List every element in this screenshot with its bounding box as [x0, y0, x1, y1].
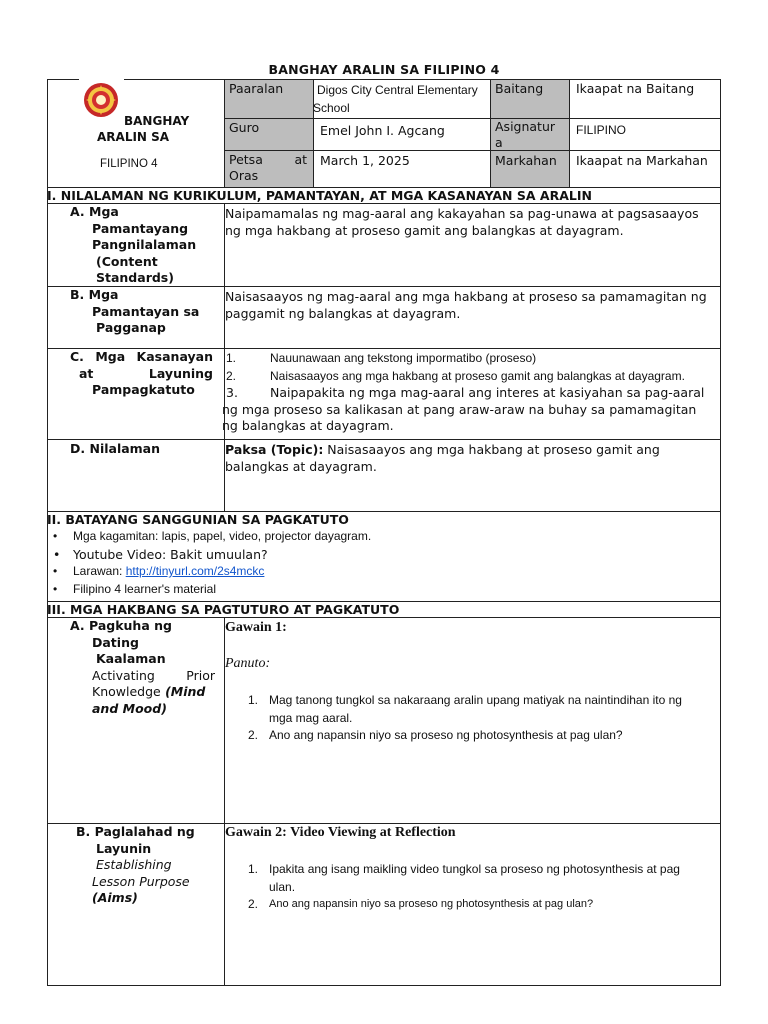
section1-d-label: D. Nilalaman [70, 441, 161, 456]
gawain-2-heading: Gawain 2: Video Viewing at Reflection [225, 825, 456, 840]
baitang-value: Ikaapat na Baitang [576, 81, 695, 96]
section3-b-label: B. Paglalahad ng Layunin Establishing Lesson Purpose (Aims) [76, 824, 195, 905]
guro-value: Emel John I. Agcang [320, 123, 445, 138]
markahan-value: Ikaapat na Markahan [576, 153, 708, 168]
list-item: 2. Ano ang napansin niyo sa proseso ng photosynthesis at pag ulan? [248, 897, 594, 911]
content-topic-text: Paksa (Topic): Naisasaayos ang mga hakbang at proseso gamit ang balangkas at dayagram. [225, 442, 660, 474]
section1-a-label: A. Mga Pamantayang Pangnilalaman (Content Standards) [70, 204, 197, 285]
gawain-2-list [248, 861, 716, 914]
asignatura-value: FILIPINO [576, 123, 627, 137]
list-item: 2. Ano ang napansin niyo sa proseso ng photosynthesis at pag ulan? [248, 728, 623, 742]
logo-label-line3: FILIPINO 4 [100, 158, 158, 170]
document-title: BANGHAY ARALIN SA FILIPINO 4 [268, 62, 500, 77]
asignatura-label: Asignatur a [495, 119, 556, 150]
list-item: 1. Mag tanong tungkol sa nakaraang aralin upang matiyak na naintindihan ito ng mga mag aaral. [248, 693, 682, 725]
resources-list [51, 528, 711, 598]
school-seal-logo [83, 82, 119, 118]
paaralan-label: Paaralan [229, 81, 284, 96]
section3-title: III. MGA HAKBANG SA PAGTUTURO AT PAGKATUTO [47, 602, 400, 617]
list-item: 2. Naisasaayos ang mga hakbang at proseso gamit ang balangkas at dayagram. [226, 368, 685, 383]
section1-title: I. NILALAMAN NG KURIKULUM, PAMANTAYAN, AT MGA KASANAYAN SA ARALIN [47, 188, 592, 203]
performance-standards-text: Naisasaayos ng mag-aaral ang mga hakbang at proseso sa pamamagitan ng paggamit ng balangkas at dayagram. [225, 289, 707, 321]
list-item: 3. Naipapakita ng mga mag-aaral ang interes at kasiyahan sa pag-aaral [226, 385, 705, 400]
gawain-1-list [248, 692, 716, 745]
baitang-label: Baitang [495, 81, 544, 96]
gawain-1-heading: Gawain 1: [225, 620, 287, 635]
list-item: • Filipino 4 learner's material [51, 581, 711, 599]
petsa-value: March 1, 2025 [320, 153, 410, 168]
list-item: 1. Nauunawaan ang tekstong impormatibo (proseso) [226, 351, 537, 365]
petsa-label: Petsa at Oras [229, 152, 307, 183]
markahan-label: Markahan [495, 153, 557, 168]
paaralan-value: Digos City Central Elementary School [313, 83, 478, 115]
section2-title: II. BATAYANG SANGGUNIAN SA PAGKATUTO [47, 512, 349, 527]
learning-competencies-list: 1. Nauunawaan ang tekstong impormatibo (proseso) 2. Naisasaayos ang mga hakbang at proseso gamit ang balangkas at dayagram. 3. Naipapakita ng mga mag-aaral ang interes at kasiyahan sa pag-aaral ng mga proseso sa kalikasan at pang araw-araw na buhay sa pamamagitan ng balangkas at dayagram. [226, 350, 718, 435]
list-item: • Youtube Video: Bakit umuulan? [51, 546, 711, 564]
guro-label: Guro [229, 120, 260, 135]
content-standards-text: Naipamamalas ng mag-aaral ang kakayahan sa pag-unawa at pagsasaayos ng mga hakbang at proseso gamit ang balangkas at dayagram. [225, 206, 699, 238]
section3-a-label: A. Pagkuha ng Dating Kaalaman Activating Prior Knowledge (Mind and Mood) [70, 618, 215, 716]
list-item: • Larawan: http://tinyurl.com/2s4mckc [51, 563, 711, 581]
resource-link[interactable]: http://tinyurl.com/2s4mckc [125, 564, 265, 578]
logo-label-line1: BANGHAY [124, 114, 190, 128]
panuto-label: Panuto: [225, 656, 271, 671]
section1-b-label: B. Mga Pamantayan sa Pagganap [70, 287, 200, 335]
section1-c-label: C. Mga Kasanayan at Layuning Pampagkatuto [70, 349, 213, 397]
list-item: • Mga kagamitan: lapis, papel, video, projector dayagram. [51, 528, 711, 546]
list-item: 1. Ipakita ang isang maikling video tungkol sa proseso ng photosynthesis at pag ulan. [248, 862, 680, 894]
logo-label-line2: ARALIN SA [97, 130, 170, 144]
